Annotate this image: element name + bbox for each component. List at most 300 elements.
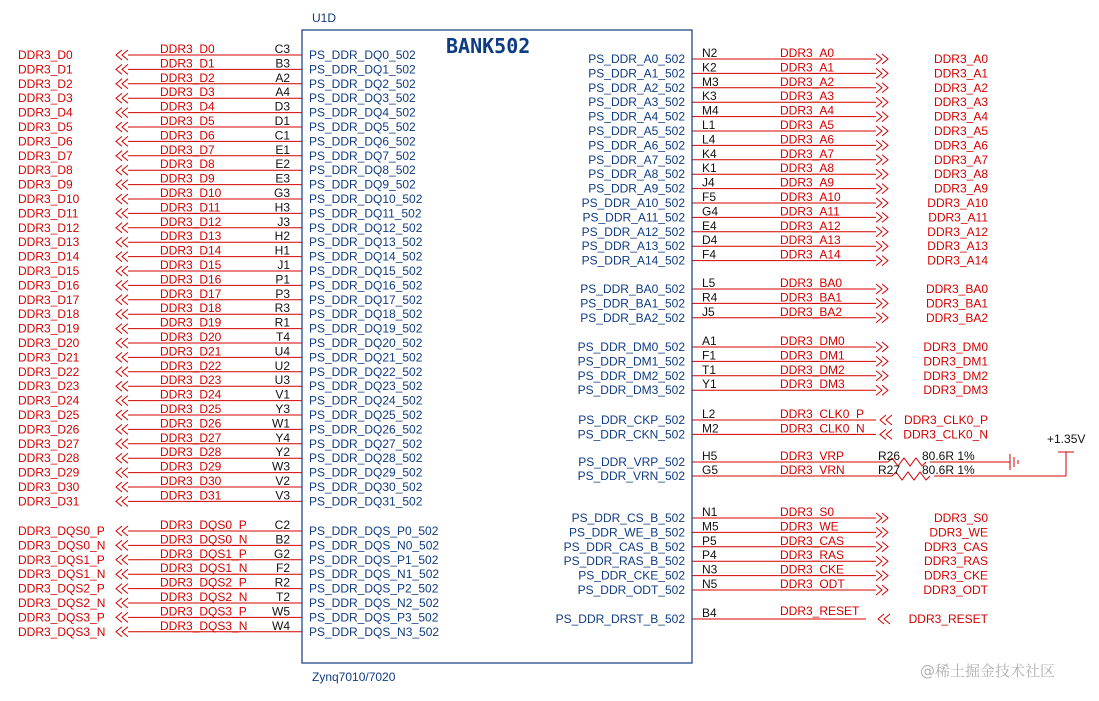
offpage-label: DDR3_A7	[933, 152, 988, 167]
port-name: PS_DDR_BA2_502	[580, 310, 685, 325]
pin-number: M3	[702, 74, 719, 89]
offpage-label: DDR3_A11	[928, 210, 988, 225]
offpage-connector	[876, 97, 888, 107]
offpage-connector	[116, 424, 128, 434]
net-label: DDR3_A2	[780, 74, 835, 89]
pin-number: T4	[275, 330, 290, 344]
offpage-label: DDR3_DQS2_P	[18, 581, 105, 596]
pin-number: J5	[702, 304, 715, 319]
net-label: DDR3_DQS2_P	[160, 575, 247, 590]
pin-number: P5	[702, 533, 717, 548]
net-label: DDR3_D14	[160, 243, 222, 258]
pin-number: W3	[272, 459, 290, 474]
port-name: PS_DDR_DQ9_502	[309, 177, 416, 192]
offpage-label: DDR3_D13	[18, 235, 80, 250]
offpage-label: DDR3_D3	[18, 91, 73, 106]
offpage-label: DDR3_ODT	[923, 583, 988, 597]
port-name: PS_DDR_DQ10_502	[309, 192, 423, 206]
port-name: PS_DDR_A8_502	[588, 167, 685, 182]
part-number: Zynq7010/7020	[312, 670, 396, 684]
resistor-value: 80.6R 1%	[922, 463, 975, 477]
pin-number: H5	[702, 449, 718, 463]
net-label: DDR3_CLK0_N	[780, 421, 865, 436]
component-ref: U1D	[312, 11, 337, 25]
offpage-connector	[876, 256, 888, 266]
offpage-label: DDR3_RESET	[908, 612, 988, 626]
resistor-ref: R26	[878, 449, 901, 463]
pin-number: N2	[702, 46, 718, 60]
net-label: DDR3_D21	[160, 344, 222, 359]
net-label: DDR3_D24	[160, 387, 222, 402]
pin-number: G4	[702, 204, 719, 219]
offpage-connector	[876, 585, 888, 595]
offpage-connector	[116, 410, 128, 420]
net-label: DDR3_D18	[160, 301, 222, 316]
port-name: PS_DDR_A2_502	[588, 80, 685, 95]
offpage-label: DDR3_A4	[933, 109, 988, 124]
offpage-label: DDR3_D15	[18, 264, 80, 278]
pin-number: T2	[275, 590, 290, 604]
offpage-label: DDR3_DQS1_P	[18, 552, 105, 567]
pin-number: P1	[275, 272, 290, 287]
port-name: PS_DDR_DM0_502	[577, 340, 685, 354]
offpage-label: DDR3_BA2	[925, 310, 988, 325]
offpage-connector	[876, 313, 888, 323]
port-name: PS_DDR_DQS_N3_502	[309, 624, 440, 639]
offpage-connector	[116, 280, 128, 290]
net-label: DDR3_D4	[160, 99, 215, 114]
net-label: DDR3_D10	[160, 186, 222, 200]
offpage-label: DDR3_A14	[927, 253, 988, 268]
offpage-connector	[116, 50, 128, 60]
port-name: PS_DDR_A14_502	[581, 253, 685, 268]
offpage-label: DDR3_D5	[18, 120, 73, 134]
offpage-connector	[116, 540, 128, 550]
offpage-label: DDR3_D21	[18, 350, 80, 365]
pin-number: F4	[702, 247, 717, 262]
port-name: PS_DDR_ODT_502	[577, 583, 685, 597]
offpage-connector	[116, 108, 128, 118]
offpage-connector	[876, 556, 888, 566]
net-label: DDR3_D6	[160, 128, 215, 143]
offpage-label: DDR3_DM2	[923, 368, 988, 383]
offpage-connector	[116, 252, 128, 262]
offpage-label: DDR3_DQS0_P	[18, 524, 105, 538]
pin-number: E1	[275, 142, 290, 157]
port-name: PS_DDR_DQS_N2_502	[309, 596, 440, 610]
net-label: DDR3_D9	[160, 171, 215, 186]
offpage-connector	[876, 527, 888, 537]
net-label: DDR3_A8	[780, 161, 835, 176]
pin-number: J1	[277, 258, 290, 272]
offpage-connector	[116, 309, 128, 319]
resistor-ref: R27	[878, 463, 901, 477]
pin-number: V2	[275, 474, 290, 488]
offpage-label: DDR3_DM3	[923, 383, 988, 398]
port-name: PS_DDR_DQ4_502	[309, 105, 416, 120]
offpage-connector	[116, 122, 128, 132]
port-name: PS_DDR_VRN_502	[577, 469, 685, 483]
offpage-connector	[876, 356, 888, 366]
offpage-label: DDR3_D14	[18, 249, 80, 264]
offpage-label: DDR3_D31	[18, 494, 80, 509]
offpage-label: DDR3_A5	[933, 124, 988, 138]
offpage-connector	[116, 180, 128, 190]
offpage-connector	[116, 136, 128, 146]
net-label: DDR3_D12	[160, 214, 222, 229]
net-label: DDR3_A10	[780, 190, 841, 204]
offpage-label: DDR3_D28	[18, 451, 80, 466]
net-label: DDR3_D8	[160, 157, 215, 172]
port-name: PS_DDR_DQ17_502	[309, 292, 423, 307]
offpage-connector	[116, 569, 128, 579]
offpage-connector	[116, 598, 128, 608]
offpage-connector	[878, 614, 890, 624]
offpage-connector	[116, 223, 128, 233]
pin-number: K4	[702, 146, 717, 161]
port-name: PS_DDR_DQS_P3_502	[309, 610, 439, 625]
offpage-connector	[116, 266, 128, 276]
offpage-connector	[116, 208, 128, 218]
port-name: PS_DDR_DQ26_502	[309, 422, 423, 437]
port-name: PS_DDR_BA0_502	[580, 282, 685, 296]
port-name: PS_DDR_DQ11_502	[309, 206, 422, 221]
offpage-label: DDR3_DM0	[923, 340, 988, 354]
pin-number: N5	[702, 577, 718, 591]
pin-number: M2	[702, 421, 719, 436]
port-name: PS_DDR_DQ23_502	[309, 379, 423, 394]
port-name: PS_DDR_DQ21_502	[309, 350, 423, 365]
offpage-connector	[116, 151, 128, 161]
net-label: DDR3_A0	[780, 46, 835, 60]
offpage-connector	[116, 64, 128, 74]
pin-number: Y1	[702, 377, 717, 392]
pin-number: W1	[272, 416, 290, 431]
offpage-label: DDR3_A9	[933, 181, 988, 196]
pin-number: M5	[702, 519, 719, 534]
net-label: DDR3_RAS	[780, 548, 845, 563]
net-label: DDR3_D13	[160, 229, 222, 244]
offpage-label: DDR3_D8	[18, 163, 73, 178]
pin-number: H2	[274, 229, 290, 244]
pin-number: B2	[275, 532, 290, 547]
net-label: DDR3_RESET	[780, 604, 860, 618]
net-label: DDR3_D28	[160, 445, 222, 460]
pin-number: R3	[274, 301, 290, 316]
pin-number: A1	[702, 334, 717, 348]
net-label: DDR3_WE	[780, 519, 839, 534]
offpage-connector	[116, 627, 128, 637]
offpage-connector	[876, 371, 888, 381]
offpage-label: DDR3_D11	[18, 206, 79, 221]
pin-number: L2	[702, 407, 716, 421]
port-name: PS_DDR_DQ2_502	[309, 76, 416, 91]
net-label: DDR3_DM1	[780, 348, 845, 363]
pin-number: T1	[702, 362, 717, 377]
offpage-label: DDR3_DQS3_N	[18, 624, 106, 639]
offpage-label: DDR3_CAS	[923, 539, 988, 554]
port-name: PS_DDR_DQ7_502	[309, 148, 416, 163]
pin-number: D3	[274, 99, 290, 114]
bank-title: BANK502	[446, 34, 531, 58]
offpage-connector	[116, 352, 128, 362]
offpage-connector	[116, 468, 128, 478]
offpage-label: DDR3_A13	[927, 239, 988, 254]
pin-number: V1	[275, 387, 290, 402]
port-name: PS_DDR_DQS_N1_502	[309, 567, 440, 582]
port-name: PS_DDR_A6_502	[588, 138, 685, 153]
pin-number: Y4	[275, 430, 290, 445]
net-label: DDR3_D22	[160, 358, 222, 373]
port-name: PS_DDR_A1_502	[588, 66, 685, 81]
port-name: PS_DDR_CKN_502	[577, 427, 685, 442]
pin-number: U2	[274, 358, 290, 373]
pin-number: M4	[702, 103, 719, 118]
net-label: DDR3_D1	[160, 56, 215, 71]
net-label: DDR3_D26	[160, 416, 222, 431]
pin-number: W4	[272, 618, 290, 633]
port-name: PS_DDR_CS_B_502	[571, 511, 685, 525]
offpage-label: DDR3_D0	[18, 48, 73, 62]
offpage-label: DDR3_CLK0_N	[903, 427, 988, 442]
net-label: DDR3_CKE	[780, 562, 845, 577]
offpage-connector	[876, 542, 888, 552]
port-name: PS_DDR_CKP_502	[578, 413, 685, 427]
offpage-label: DDR3_A12	[927, 224, 988, 239]
port-name: PS_DDR_WE_B_502	[568, 525, 685, 540]
offpage-label: DDR3_CKE	[923, 568, 988, 583]
offpage-connector	[876, 513, 888, 523]
offpage-label: DDR3_D27	[18, 436, 80, 451]
net-label: DDR3_A5	[780, 118, 835, 132]
net-label: DDR3_D15	[160, 258, 222, 272]
power-label: +1.35V	[1047, 432, 1086, 446]
pin-number: W5	[272, 604, 290, 619]
net-label: DDR3_D23	[160, 373, 222, 388]
pin-number: G2	[273, 546, 290, 561]
offpage-label: DDR3_D19	[18, 321, 80, 336]
offpage-label: DDR3_WE	[929, 525, 988, 540]
offpage-label: DDR3_D30	[18, 480, 80, 494]
pin-number: D1	[274, 114, 290, 128]
offpage-connector	[116, 482, 128, 492]
port-name: PS_DDR_A3_502	[588, 95, 685, 110]
port-name: PS_DDR_A9_502	[588, 181, 685, 196]
offpage-connector	[876, 83, 888, 93]
port-name: PS_DDR_DQ31_502	[309, 494, 423, 509]
pin-number: E4	[702, 218, 717, 233]
offpage-connector	[876, 126, 888, 136]
offpage-label: DDR3_A3	[933, 95, 988, 110]
pin-number: E2	[275, 157, 290, 172]
offpage-connector	[876, 112, 888, 122]
pin-number: K1	[702, 161, 717, 176]
port-name: PS_DDR_DQS_P1_502	[309, 552, 439, 567]
pin-number: K3	[702, 89, 717, 104]
net-label: DDR3_DM2	[780, 362, 845, 377]
port-name: PS_DDR_A11_502	[582, 210, 685, 225]
offpage-label: DDR3_BA1	[925, 296, 988, 311]
offpage-connector	[876, 68, 888, 78]
port-name: PS_DDR_DQ12_502	[309, 220, 423, 235]
pin-number: B3	[275, 56, 290, 71]
offpage-label: DDR3_D17	[18, 292, 80, 307]
offpage-connector	[116, 367, 128, 377]
offpage-connector	[876, 298, 888, 308]
port-name: PS_DDR_A4_502	[588, 109, 685, 124]
pin-number: H3	[274, 200, 290, 215]
offpage-connector	[116, 79, 128, 89]
port-name: PS_DDR_DQ27_502	[309, 436, 423, 451]
pin-number: L4	[702, 132, 716, 147]
net-label: DDR3_S0	[780, 505, 835, 519]
offpage-connector	[116, 324, 128, 334]
net-label: DDR3_BA2	[780, 304, 843, 319]
net-label: DDR3_BA0	[780, 276, 843, 290]
net-label: DDR3_A3	[780, 89, 835, 104]
net-label: DDR3_VRP	[780, 449, 845, 463]
offpage-connector	[876, 342, 888, 352]
pin-number: V3	[275, 488, 290, 503]
net-label: DDR3_A12	[780, 218, 841, 233]
port-name: PS_DDR_CKE_502	[578, 568, 685, 583]
net-label: DDR3_DM0	[780, 334, 845, 348]
offpage-label: DDR3_D12	[18, 220, 80, 235]
net-label: DDR3_DQS1_N	[160, 561, 248, 576]
offpage-label: DDR3_D7	[18, 148, 73, 163]
offpage-label: DDR3_DQS2_N	[18, 596, 106, 610]
offpage-connector	[876, 227, 888, 237]
pin-number: R4	[702, 290, 718, 305]
offpage-label: DDR3_D24	[18, 393, 80, 408]
net-label: DDR3_ODT	[780, 577, 845, 591]
pin-number: R1	[274, 315, 290, 330]
offpage-connector	[116, 496, 128, 506]
pin-number: F2	[275, 561, 290, 576]
port-name: PS_DDR_DQ1_502	[309, 62, 416, 77]
port-name: PS_DDR_DQ25_502	[309, 408, 423, 422]
pin-number: B4	[702, 606, 717, 620]
net-label: DDR3_A9	[780, 175, 835, 190]
net-label: DDR3_D17	[160, 286, 222, 301]
net-label: DDR3_D16	[160, 272, 222, 287]
offpage-label: DDR3_S0	[933, 511, 988, 525]
offpage-label: DDR3_DQS0_N	[18, 538, 106, 553]
pin-number: F1	[702, 348, 717, 363]
net-label: DDR3_D5	[160, 114, 215, 128]
offpage-label: DDR3_D20	[18, 336, 80, 350]
offpage-label: DDR3_A6	[933, 138, 988, 153]
port-name: PS_DDR_DQ3_502	[309, 91, 416, 106]
pin-number: L1	[702, 118, 716, 132]
net-label: DDR3_CAS	[780, 533, 845, 548]
port-name: PS_DDR_RAS_B_502	[563, 554, 685, 569]
offpage-connector	[876, 571, 888, 581]
pin-number: J3	[277, 214, 290, 229]
offpage-label: DDR3_A1	[933, 66, 988, 81]
pin-number: L5	[702, 276, 716, 290]
offpage-label: DDR3_CLK0_P	[903, 413, 988, 427]
port-name: PS_DDR_DM3_502	[577, 383, 685, 398]
offpage-connector	[876, 54, 888, 64]
offpage-connector	[116, 194, 128, 204]
net-label: DDR3_D2	[160, 70, 215, 85]
offpage-connector	[116, 584, 128, 594]
pin-number: F5	[702, 190, 717, 204]
port-name: PS_DDR_DQ6_502	[309, 134, 416, 149]
offpage-connector	[116, 93, 128, 103]
offpage-label: DDR3_A2	[933, 80, 988, 95]
net-label: DDR3_DM3	[780, 377, 845, 392]
port-name: PS_DDR_DQ5_502	[309, 120, 416, 134]
port-name: PS_DDR_DM1_502	[577, 354, 685, 369]
net-label: DDR3_VRN	[780, 463, 845, 477]
pin-number: R2	[274, 575, 290, 590]
port-name: PS_DDR_VRP_502	[578, 455, 685, 469]
pin-number: U4	[274, 344, 290, 359]
pin-number: G3	[273, 186, 290, 200]
port-name: PS_DDR_DQ18_502	[309, 307, 423, 322]
pin-number: P3	[275, 286, 290, 301]
net-label: DDR3_A14	[780, 247, 841, 262]
port-name: PS_DDR_DQ16_502	[309, 278, 423, 293]
offpage-label: DDR3_D26	[18, 422, 80, 437]
offpage-connector	[876, 184, 888, 194]
pin-number: H1	[274, 243, 290, 258]
net-label: DDR3_D11	[160, 200, 221, 215]
pin-number: Y2	[275, 445, 290, 460]
offpage-connector	[876, 198, 888, 208]
net-label: DDR3_DQS3_N	[160, 618, 248, 633]
pin-number: D4	[702, 233, 718, 248]
offpage-connector	[880, 429, 892, 439]
net-label: DDR3_A6	[780, 132, 835, 147]
pin-number: U3	[274, 373, 290, 388]
offpage-connector	[876, 155, 888, 165]
offpage-label: DDR3_A10	[927, 196, 988, 210]
offpage-label: DDR3_BA0	[925, 282, 988, 296]
net-label: DDR3_BA1	[780, 290, 843, 305]
pin-number: C2	[274, 518, 290, 532]
port-name: PS_DDR_DQ22_502	[309, 364, 423, 379]
offpage-label: DDR3_D25	[18, 408, 80, 422]
net-label: DDR3_D29	[160, 459, 222, 474]
net-label: DDR3_A4	[780, 103, 835, 118]
offpage-label: DDR3_D18	[18, 307, 80, 322]
pin-number: N1	[702, 505, 718, 519]
offpage-label: DDR3_D2	[18, 76, 73, 91]
pin-number: N3	[702, 562, 718, 577]
offpage-connector	[876, 385, 888, 395]
port-name: PS_DDR_DM2_502	[577, 368, 685, 383]
offpage-connector	[876, 212, 888, 222]
offpage-connector	[876, 284, 888, 294]
port-name: PS_DDR_A13_502	[581, 239, 685, 254]
net-label: DDR3_A7	[780, 146, 835, 161]
offpage-connector	[880, 415, 892, 425]
net-label: DDR3_D27	[160, 430, 222, 445]
offpage-connector	[116, 338, 128, 348]
net-label: DDR3_D19	[160, 315, 222, 330]
offpage-connector	[116, 396, 128, 406]
pin-number: C1	[274, 128, 290, 143]
port-name: PS_DDR_DQ19_502	[309, 321, 423, 336]
net-label: DDR3_D0	[160, 42, 215, 56]
offpage-label: DDR3_D1	[18, 62, 73, 77]
offpage-connector	[876, 140, 888, 150]
net-label: DDR3_A11	[780, 204, 840, 219]
offpage-label: DDR3_D23	[18, 379, 80, 394]
